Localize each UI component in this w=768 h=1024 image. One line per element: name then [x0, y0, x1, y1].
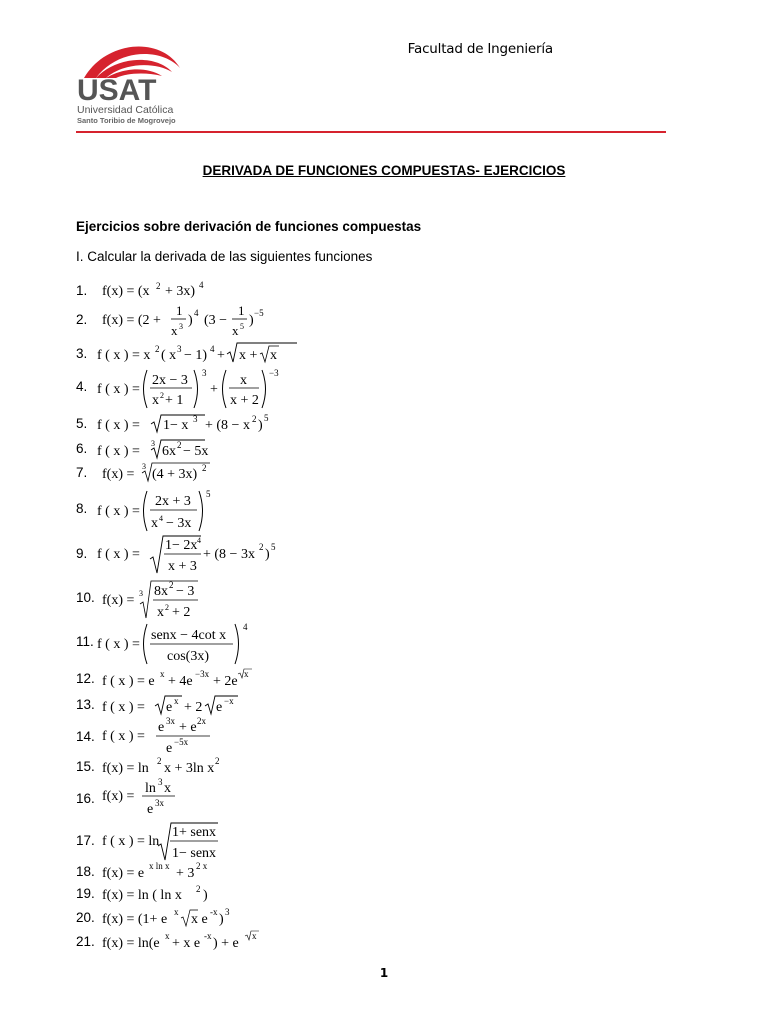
- svg-text:2: 2: [215, 756, 220, 766]
- svg-text:x e: x e: [191, 912, 208, 927]
- exercise-formula: [102, 929, 272, 953]
- svg-text:2 x: 2 x: [196, 861, 208, 871]
- faculty-label: Facultad de Ingeniería: [407, 41, 553, 57]
- exercise-number: 3.: [76, 346, 88, 361]
- exercise-formula: [102, 459, 232, 485]
- exercise-formula: [102, 820, 232, 862]
- svg-text:): ): [188, 313, 193, 328]
- svg-text:): ): [249, 313, 254, 328]
- svg-text:senx − 4cot x: senx − 4cot x: [151, 628, 227, 643]
- svg-text:e: e: [216, 700, 223, 715]
- exercise-formula: [102, 882, 222, 904]
- exercise-formula: [102, 716, 222, 758]
- svg-text:2x + 3: 2x + 3: [155, 494, 191, 509]
- svg-text:6x: 6x: [162, 444, 176, 459]
- svg-text:x: x: [151, 516, 158, 531]
- svg-text:f(x) = ln: f(x) = ln: [102, 761, 149, 776]
- svg-text:x: x: [174, 696, 179, 706]
- exercise-formula: [97, 436, 227, 460]
- svg-text:+ 3: + 3: [176, 866, 195, 881]
- svg-text:2: 2: [160, 391, 164, 400]
- svg-text:x: x: [157, 605, 164, 620]
- svg-text:f(x) =: f(x) =: [102, 789, 135, 804]
- svg-text:2: 2: [259, 542, 264, 552]
- svg-text:x + 3ln x: x + 3ln x: [164, 761, 215, 776]
- svg-text:x: x: [270, 348, 277, 363]
- svg-text:1− x: 1− x: [163, 418, 189, 433]
- svg-text:3: 3: [193, 414, 198, 424]
- exercise-number: 19.: [76, 886, 95, 901]
- svg-text:−3: −3: [269, 368, 279, 378]
- section-title: Ejercicios sobre derivación de funciones compuestas: [76, 219, 422, 234]
- svg-text:f ( x ) =: f ( x ) =: [97, 444, 140, 459]
- svg-text:3: 3: [225, 907, 230, 917]
- svg-text:3: 3: [177, 344, 182, 354]
- svg-text:x: x: [174, 907, 179, 917]
- svg-text:x: x: [160, 669, 165, 679]
- svg-text:2: 2: [196, 884, 201, 894]
- exercise-number: 7.: [76, 465, 88, 480]
- exercise-number: 15.: [76, 759, 95, 774]
- svg-text:−5: −5: [254, 308, 264, 318]
- svg-text:e: e: [147, 802, 154, 817]
- usat-logo: [76, 38, 186, 128]
- document-title: DERIVADA DE FUNCIONES COMPUESTAS- EJERCICIOS: [202, 163, 566, 178]
- svg-text:+ (8 − x: + (8 − x: [205, 418, 250, 433]
- svg-text:f(x) = e: f(x) = e: [102, 866, 145, 881]
- svg-text:−3x: −3x: [195, 669, 210, 679]
- svg-text:1: 1: [176, 303, 183, 318]
- svg-text:f(x) = ln ( ln x: f(x) = ln ( ln x: [102, 888, 182, 903]
- svg-text:(4 + 3x): (4 + 3x): [152, 467, 198, 482]
- svg-text:f(x) = ln(e: f(x) = ln(e: [102, 936, 160, 951]
- exercise-number: 14.: [76, 729, 95, 744]
- svg-text:1: 1: [238, 303, 245, 318]
- svg-text:f ( x ) =: f ( x ) =: [102, 729, 145, 744]
- svg-text:8x: 8x: [154, 584, 168, 599]
- exercise-formula: [97, 410, 277, 434]
- svg-text:3: 3: [202, 368, 207, 378]
- svg-text:+ 3x): + 3x): [165, 284, 196, 299]
- exercise-formula: [102, 905, 252, 929]
- exercise-number: 10.: [76, 590, 95, 605]
- instruction-text: I. Calcular la derivada de las siguientes funciones: [76, 249, 373, 264]
- svg-text:2: 2: [252, 414, 257, 424]
- exercise-number: 8.: [76, 501, 88, 516]
- svg-text:Santo Toribio de Mogrovejo: Santo Toribio de Mogrovejo: [77, 116, 176, 125]
- svg-text:f ( x ) = x: f ( x ) = x: [97, 348, 151, 363]
- svg-text:4: 4: [199, 280, 204, 290]
- svg-text:− 3x: − 3x: [166, 516, 192, 531]
- svg-text:− 5x: − 5x: [183, 444, 209, 459]
- exercise-number: 13.: [76, 697, 95, 712]
- page-number: 1: [379, 966, 389, 980]
- exercise-number: 12.: [76, 671, 95, 686]
- svg-text:+ 1: + 1: [165, 393, 184, 408]
- exercise-formula: [102, 753, 232, 777]
- svg-text:2x: 2x: [197, 716, 206, 726]
- svg-text:3: 3: [158, 777, 163, 787]
- svg-text:3: 3: [142, 462, 146, 471]
- svg-text:e: e: [166, 700, 173, 715]
- svg-text:4: 4: [243, 622, 248, 632]
- exercise-number: 21.: [76, 934, 95, 949]
- svg-text:x ln x: x ln x: [149, 861, 170, 871]
- svg-text:− 1): − 1): [184, 348, 208, 363]
- svg-text:USAT: USAT: [77, 74, 157, 107]
- exercise-formula: [102, 860, 222, 882]
- exercise-formula: [102, 300, 302, 340]
- svg-text:+: +: [217, 348, 225, 363]
- exercise-number: 5.: [76, 416, 88, 431]
- svg-text:+ x e: + x e: [172, 936, 201, 951]
- header-rule: [76, 131, 666, 133]
- svg-text:+ 4e: + 4e: [168, 674, 193, 689]
- svg-text:x + 3: x + 3: [168, 559, 197, 574]
- svg-text:x: x: [240, 373, 247, 388]
- svg-text:(3 −: (3 −: [204, 313, 228, 328]
- svg-text:+ 2e: + 2e: [213, 674, 238, 689]
- svg-text:+ e: + e: [179, 720, 197, 735]
- exercise-formula: [102, 278, 242, 300]
- svg-text:cos(3x): cos(3x): [167, 649, 209, 664]
- svg-text:x: x: [244, 669, 249, 679]
- svg-text:2: 2: [202, 463, 207, 473]
- svg-text:2: 2: [156, 281, 161, 291]
- svg-text:1+ senx: 1+ senx: [172, 825, 217, 840]
- svg-text:f ( x ) =: f ( x ) =: [97, 547, 140, 562]
- svg-text:3: 3: [151, 439, 155, 448]
- svg-text:3x: 3x: [155, 798, 164, 808]
- svg-text:) + e: ) + e: [213, 936, 239, 951]
- svg-text:f(x) =: f(x) =: [102, 593, 135, 608]
- svg-text:e: e: [166, 741, 173, 756]
- svg-text:+ 2: + 2: [184, 700, 203, 715]
- exercise-formula: [102, 778, 192, 820]
- svg-text:2: 2: [177, 440, 182, 450]
- exercise-formula: [97, 367, 287, 411]
- svg-text:+ 2: + 2: [172, 605, 191, 620]
- svg-text:5: 5: [264, 413, 269, 423]
- svg-text:f(x) = (2 +: f(x) = (2 +: [102, 313, 161, 328]
- svg-text:x: x: [232, 323, 239, 338]
- svg-text:5: 5: [206, 489, 211, 499]
- exercise-number: 20.: [76, 910, 95, 925]
- exercise-formula: [102, 578, 212, 620]
- svg-text:x: x: [164, 781, 171, 796]
- svg-text:+ (8 − 3x: + (8 − 3x: [203, 547, 255, 562]
- exercise-number: 2.: [76, 312, 88, 327]
- svg-text:2: 2: [169, 580, 174, 590]
- svg-text:4: 4: [210, 344, 215, 354]
- svg-text:+: +: [210, 382, 218, 397]
- svg-text:f ( x ) =: f ( x ) =: [97, 504, 140, 519]
- exercise-formula: [97, 620, 257, 666]
- svg-text:): ): [265, 547, 270, 562]
- svg-text:2: 2: [155, 344, 160, 354]
- svg-text:): ): [219, 912, 224, 927]
- svg-text:2: 2: [157, 756, 162, 766]
- svg-text:−5x: −5x: [174, 737, 189, 747]
- exercise-formula: [97, 533, 297, 575]
- svg-text:1− senx: 1− senx: [172, 846, 217, 861]
- svg-text:4: 4: [159, 514, 163, 523]
- svg-text:x: x: [171, 323, 178, 338]
- exercise-number: 9.: [76, 546, 88, 561]
- svg-text:x: x: [252, 931, 257, 941]
- exercise-formula: [97, 487, 227, 533]
- svg-text:e: e: [158, 720, 165, 735]
- svg-text:f ( x ) =: f ( x ) =: [97, 382, 140, 397]
- svg-text:): ): [258, 418, 263, 433]
- svg-text:f(x) = (x: f(x) = (x: [102, 284, 150, 299]
- svg-text:5: 5: [240, 322, 244, 331]
- svg-text:−x: −x: [224, 696, 234, 706]
- svg-text:5: 5: [271, 542, 276, 552]
- svg-text:f ( x ) =: f ( x ) =: [97, 637, 140, 652]
- svg-text:4: 4: [194, 308, 199, 318]
- svg-text:): ): [203, 888, 208, 903]
- svg-text:3x: 3x: [166, 716, 175, 726]
- svg-text:f ( x ) =: f ( x ) =: [97, 418, 140, 433]
- svg-text:x: x: [165, 931, 170, 941]
- svg-text:f(x) = (1+ e: f(x) = (1+ e: [102, 912, 168, 927]
- svg-text:4: 4: [197, 536, 201, 545]
- exercise-formula: [102, 692, 262, 716]
- svg-text:1− 2x: 1− 2x: [165, 538, 198, 553]
- svg-text:f ( x ) = e: f ( x ) = e: [102, 674, 155, 689]
- svg-text:-x: -x: [210, 907, 218, 917]
- svg-text:f ( x ) =: f ( x ) =: [102, 700, 145, 715]
- exercise-number: 16.: [76, 791, 95, 806]
- svg-text:Universidad Católica: Universidad Católica: [77, 104, 174, 116]
- exercise-number: 6.: [76, 441, 88, 456]
- exercise-number: 4.: [76, 379, 88, 394]
- svg-text:2x − 3: 2x − 3: [152, 373, 188, 388]
- svg-text:-x: -x: [204, 931, 212, 941]
- svg-text:3: 3: [139, 589, 143, 598]
- svg-text:f ( x ) = ln: f ( x ) = ln: [102, 834, 160, 849]
- exercise-formula: [97, 340, 297, 366]
- svg-text:x + 2: x + 2: [230, 393, 259, 408]
- exercise-formula: [102, 666, 262, 690]
- exercise-number: 11.: [76, 634, 94, 649]
- svg-text:x: x: [152, 393, 159, 408]
- svg-text:− 3: − 3: [176, 584, 195, 599]
- svg-text:ln: ln: [145, 781, 156, 796]
- exercise-number: 1.: [76, 283, 88, 298]
- svg-text:( x: ( x: [161, 348, 177, 363]
- svg-text:2: 2: [165, 603, 169, 612]
- svg-text:f(x) =: f(x) =: [102, 467, 135, 482]
- svg-text:x +: x +: [239, 348, 258, 363]
- exercise-number: 17.: [76, 833, 95, 848]
- svg-text:3: 3: [179, 322, 183, 331]
- exercise-number: 18.: [76, 864, 95, 879]
